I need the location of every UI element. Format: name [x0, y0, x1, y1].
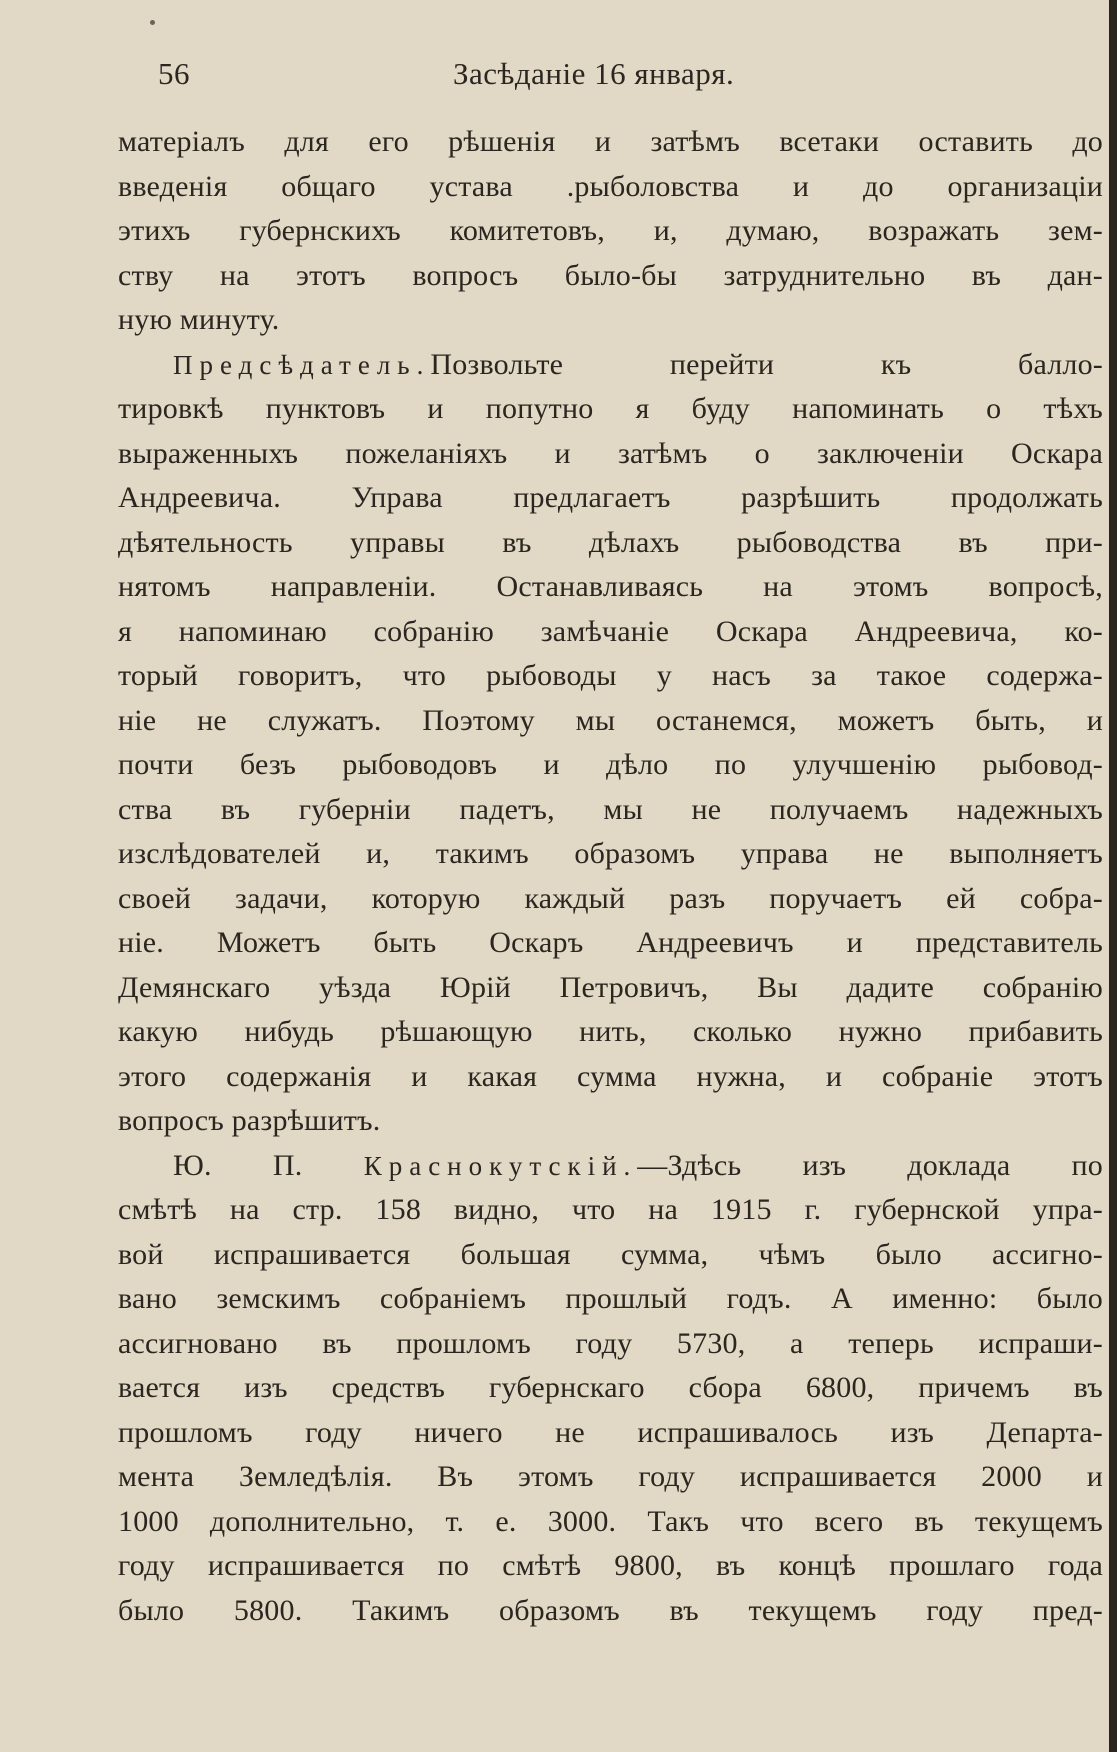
- text-line: какую нибудь рѣшающую нить, сколько нужно прибавить: [118, 1015, 1103, 1048]
- text-line: ству на этотъ вопросъ было-бы затруднительно въ дан-: [118, 258, 1103, 292]
- text-line: году испрашивается по смѣтѣ 9800, въ концѣ прошлаго года: [118, 1549, 1103, 1582]
- text-line: вается изъ средствъ губернскаго сбора 6800, причемъ въ: [118, 1371, 1103, 1404]
- text-line: вано земскимъ собраніемъ прошлый годъ. А именно: было: [118, 1282, 1103, 1315]
- text-line: я напоминаю собранію замѣчаніе Оскара Андреевича, ко-: [118, 614, 1103, 648]
- text-line: вопросъ разрѣшитъ.: [118, 1104, 381, 1137]
- speaker-name: Краснокутскій.: [363, 1150, 638, 1181]
- text-line: Позвольте перейти къ балло-: [430, 347, 1103, 381]
- text-line: этого содержанія и какая сумма нужна, и собраніе этотъ: [118, 1059, 1103, 1093]
- text-line: выраженныхъ пожеланіяхъ и затѣмъ о заключеніи Оскара: [118, 436, 1103, 470]
- text-line: ніе не служатъ. Поэтому мы останемся, можетъ быть, и: [118, 703, 1103, 737]
- paragraph-krasnokutsky: [118, 1144, 1103, 1189]
- text-line: матеріалъ для его рѣшенія и затѣмъ всетаки оставить до: [118, 125, 1103, 158]
- text-line: ніе. Можетъ быть Оскаръ Андреевичъ и представитель: [118, 926, 1103, 959]
- text-line: ства въ губерніи падетъ, мы не получаемъ надежныхъ: [118, 792, 1103, 826]
- text-line: прошломъ году ничего не испрашивалось изъ Департа-: [118, 1415, 1103, 1449]
- text-line: мента Земледѣлія. Въ этомъ году испрашивается 2000 и: [118, 1460, 1103, 1493]
- print-speck: [150, 20, 155, 25]
- paragraph-chairman: [118, 343, 1103, 388]
- text-line: вой испрашивается большая сумма, чѣмъ было ассигно-: [118, 1237, 1103, 1271]
- speaker-name: Предсѣдатель.: [173, 349, 431, 380]
- text-line: ассигновано въ прошломъ году 5730, а теперь испраши-: [118, 1326, 1103, 1360]
- text-line: Демянскаго уѣзда Юрій Петровичъ, Вы дадите собранію: [118, 970, 1103, 1004]
- text-line: было 5800. Такимъ образомъ въ текущемъ году пред-: [118, 1593, 1103, 1627]
- text-line: смѣтѣ на стр. 158 видно, что на 1915 г. губернской упра-: [118, 1193, 1103, 1226]
- text-line: этихъ губернскихъ комитетовъ, и, думаю, возражать зем-: [118, 214, 1103, 247]
- page-number: 56: [158, 56, 190, 91]
- text-line: 1000 дополнительно, т. е. 3000. Такъ что всего въ текущемъ: [118, 1504, 1103, 1538]
- page-edge-shadow: [1109, 0, 1117, 1752]
- text-line: торый говоритъ, что рыбоводы у насъ за такое содержа-: [118, 659, 1103, 692]
- text-line: введенія общаго устава .рыболовства и до организаціи: [118, 169, 1103, 203]
- speaker-initials: Ю. П.: [173, 1148, 303, 1182]
- running-head: [158, 50, 778, 98]
- text-line: ную минуту.: [118, 303, 280, 336]
- running-title: Засѣданіе 16 января.: [453, 56, 735, 91]
- text-line: тировкѣ пунктовъ и попутно я буду напоминать о тѣхъ: [118, 392, 1103, 425]
- text-line: почти безъ рыбоводовъ и дѣло по улучшенію рыбовод-: [118, 748, 1103, 781]
- text-line: нятомъ направленіи. Останавливаясь на этомъ вопросѣ,: [118, 570, 1103, 603]
- text-line: дѣятельность управы въ дѣлахъ рыбоводства въ при-: [118, 525, 1103, 559]
- text-line: изслѣдователей и, такимъ образомъ управа не выполняетъ: [118, 837, 1103, 870]
- text-line: своей задачи, которую каждый разъ поручаетъ ей собра-: [118, 881, 1103, 915]
- text-line: Андреевича. Управа предлагаетъ разрѣшить продолжать: [118, 481, 1103, 514]
- body-text: [118, 120, 1103, 1633]
- text-line: —Здѣсь изъ доклада по: [637, 1148, 1103, 1182]
